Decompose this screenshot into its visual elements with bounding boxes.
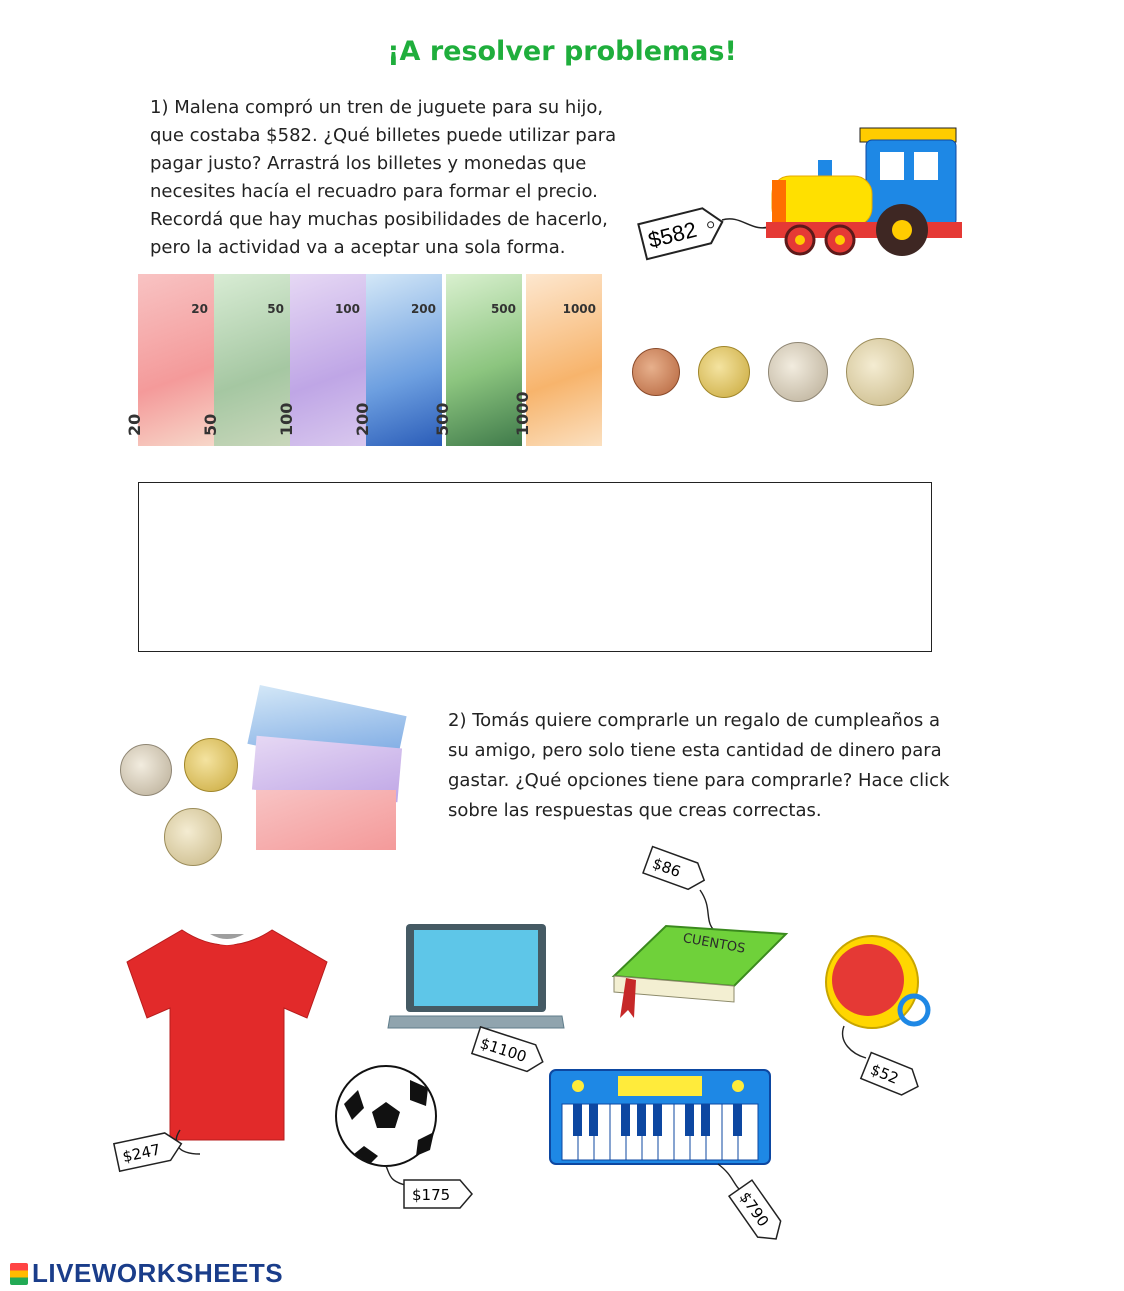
bill-20-side-value: 20 <box>125 413 144 436</box>
money-coin-2 <box>184 738 238 792</box>
problem-2-text: 2) Tomás quiere comprarle un regalo de cumpleaños a su amigo, pero solo tiene esta cantidad de dinero para gastar. ¿Qué opciones tiene para comprarle? Hace click sobre las respuestas que creas correctas. <box>448 710 950 821</box>
bill-50-side-value: 50 <box>201 413 220 436</box>
money-coin-10 <box>164 808 222 866</box>
coin-1[interactable] <box>632 348 680 396</box>
bill-200-value: 200 <box>410 302 436 316</box>
problem-1-text: 1) Malena compró un tren de juguete para su hijo, que costaba $582. ¿Qué billetes puede utilizar para pagar justo? Arrastrá los billetes y monedas que necesites hacía el recuadro para formar el precio. Recordá que hay muchas posibilidades de hacerlo, pero la actividad va a aceptar una sola forma. <box>150 97 617 258</box>
money-coin-5 <box>120 744 172 796</box>
bill-500-value: 500 <box>490 302 516 316</box>
bill-20-value: 20 <box>191 302 208 316</box>
coin-5[interactable] <box>768 342 828 402</box>
bill-200[interactable] <box>353 274 442 446</box>
answer-drop-box[interactable] <box>138 482 932 652</box>
train-price-tag: $582 <box>645 216 700 253</box>
bill-100-side-value: 100 <box>277 402 296 436</box>
liveworksheets-logo <box>10 1258 283 1289</box>
coin-2[interactable] <box>698 346 750 398</box>
bill-1000-side-value: 1000 <box>513 391 532 436</box>
logo-text: LIVEWORKSHEETS <box>32 1258 284 1288</box>
ball-price: $175 <box>412 1186 451 1204</box>
page-title: ¡A resolver problemas! <box>387 36 737 67</box>
laptop-option[interactable] <box>386 920 570 1080</box>
keyboard-price: $790 <box>735 1188 773 1231</box>
shirt-price: $247 <box>120 1140 163 1167</box>
yoyo-price: $52 <box>867 1060 902 1088</box>
train-toy <box>632 124 962 272</box>
shirt-option[interactable] <box>112 922 342 1172</box>
coin-10[interactable] <box>846 338 914 406</box>
bill-500-side-value: 500 <box>433 402 452 436</box>
keyboard-option[interactable] <box>548 1066 798 1266</box>
logo-icon <box>10 1263 28 1285</box>
bill-50-value: 50 <box>267 302 284 316</box>
book-option[interactable] <box>596 850 796 1030</box>
bill-1000-value: 1000 <box>562 302 596 316</box>
yoyo-option[interactable] <box>818 930 938 1110</box>
ball-option[interactable] <box>330 1064 480 1214</box>
bill-1000[interactable] <box>513 274 602 446</box>
book-cover-label: CUENTOS <box>681 930 747 957</box>
bill-200-side-value: 200 <box>353 402 372 436</box>
money-bill-20 <box>256 790 396 850</box>
bill-100-value: 100 <box>334 302 360 316</box>
bill-500[interactable] <box>433 274 522 446</box>
book-price: $86 <box>650 854 684 881</box>
laptop-price: $1100 <box>477 1034 529 1067</box>
